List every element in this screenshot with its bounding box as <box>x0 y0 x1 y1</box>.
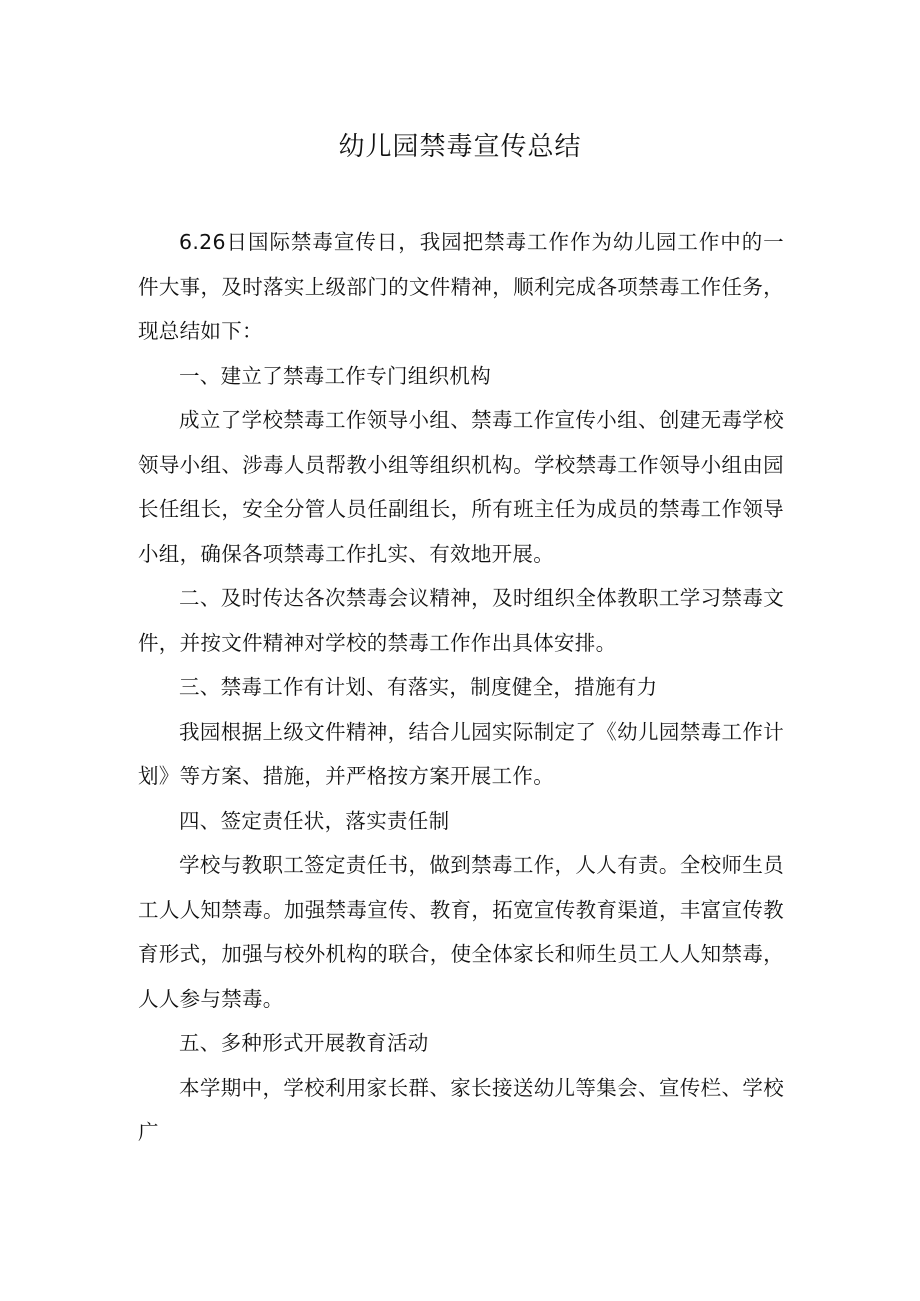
section-paragraph-1: 成立了学校禁毒工作领导小组、禁毒工作宣传小组、创建无毒学校领导小组、涉毒人员帮教小组等组织机构。学校禁毒工作领导小组由园长任组长，安全分管人员任副组长，所有班主任为成员的禁毒工作领导小组，确保各项禁毒工作扎实、有效地开展。 <box>138 408 784 566</box>
section-heading-2: 二、及时传达各次禁毒会议精神，及时组织全体教职工学习禁毒文件，并按文件精神对学校的禁毒工作作出具体安排。 <box>138 586 784 655</box>
section-paragraph-4: 学校与教职工签定责任书，做到禁毒工作，人人有责。全校师生员工人人知禁毒。加强禁毒宣传、教育，拓宽宣传教育渠道，丰富宣传教育形式，加强与校外机构的联合，使全体家长和师生员工人人知禁毒，人人参与禁毒。 <box>138 853 784 1011</box>
section-heading-5: 五、多种形式开展教育活动 <box>179 1031 429 1055</box>
section-heading-4: 四、签定责任状，落实责任制 <box>179 808 450 833</box>
document-title: 幼儿园禁毒宣传总结 <box>338 132 582 162</box>
section-heading-3: 三、禁毒工作有计划、有落实，制度健全，措施有力 <box>179 675 658 699</box>
intro-paragraph: 6.26日国际禁毒宣传日，我园把禁毒工作作为幼儿园工作中的一件大事，及时落实上级部门的文件精神，顺利完成各项禁毒工作任务，现总结如下： <box>138 230 784 343</box>
section-paragraph-5: 本学期中，学校利用家长群、家长接送幼儿等集会、宣传栏、学校广 <box>138 1075 784 1144</box>
section-heading-1: 一、建立了禁毒工作专门组织机构 <box>179 363 491 388</box>
document-body <box>138 220 784 1155</box>
section-paragraph-3: 我园根据上级文件精神，结合儿园实际制定了《幼儿园禁毒工作计划》等方案、措施，并严格按方案开展工作。 <box>138 719 784 788</box>
